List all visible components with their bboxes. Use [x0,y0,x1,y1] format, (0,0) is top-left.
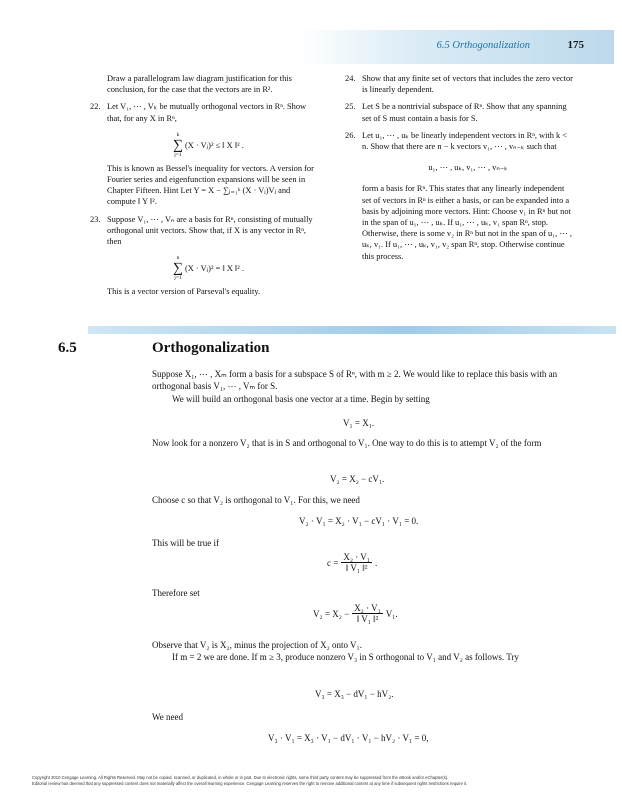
equation-v3-v1: V₃ · V₁ = X₃ · V₁ − dV₁ · V₁ − hV₂ · V₁ = 0, [268,733,429,743]
equation-lhs: V₂ = X₂ − [313,608,350,619]
equation-v3: V₃ = X₃ − dV₁ − hV₂. [315,689,394,699]
summation-sign: n ∑ j=1 [173,255,183,282]
equation-end: . [374,557,378,568]
numerator: X₂ · V₁ [343,552,370,562]
section-title: Orthogonalization [152,340,270,356]
paragraph-intro [152,368,577,405]
paragraph-text: We need [152,712,184,722]
section-number: 6.5 [58,340,77,356]
exercise-23 [90,214,320,298]
paragraph-text: Suppose X₁, ⋯ , Xₘ form a basis for a subspace S of Rⁿ, with m ≥ 2. We would like to replace this basis with an orthogonal basis V₁, ⋯ , Vₘ for S. [152,369,558,392]
fraction [341,552,372,573]
denominator: ‖ V₁ ‖² [345,563,368,573]
paragraph-v2 [152,437,577,449]
bessel-formula [107,128,320,159]
left-column [90,73,320,303]
formula-body: (X · Vⱼ)² = ‖ X ‖² . [184,264,245,274]
paragraph-true-if [152,537,577,549]
exercise-number: 25. [345,102,356,112]
fraction [352,603,383,624]
equation-lhs: c = [327,557,339,568]
paragraph-therefore [152,587,577,599]
page-number: 175 [567,39,584,51]
exercise-followup: form a basis for Rⁿ. This states that any linearly independent set of vectors in Rⁿ is either a basis, or can be expanded into a basis by adjoining more vectors. Hint: Choose v₁ in Rⁿ but not in the span of u₁, ⋯ , uₖ. If u₁, ⋯ , uₖ, v₁ span Rⁿ, stop. Otherwise, there is some v₂ in Rⁿ but not in the span of u₁, ⋯ , uₖ, v₁. If u₁, ⋯ , uₖ, v₁, v₂ span Rⁿ, stop. Otherwise continue this process. [362,184,572,261]
exercise-text: Show that any finite set of vectors that includes the zero vector is linearly dependent. [362,74,573,95]
paragraph-text: Therefore set [152,588,200,598]
paragraph-projection [152,639,577,664]
running-header-title: 6.5 Orthogonalization [436,40,530,51]
exercise-text: Let V₁, ⋯ , Vₖ be mutually orthogonal vectors in Rⁿ. Show that, for any X in Rⁿ, [107,102,307,123]
formula-body: (X · Vⱼ)² ≤ ‖ X ‖² . [184,140,244,150]
right-column [345,73,574,268]
numerator: X₂ · V₁ [354,603,381,613]
exercise-intro-text: Draw a parallelogram law diagram justification for this conclusion, for the case that the vectors are in R². [107,74,292,95]
footer-line: Copyright 2010 Cengage Learning. All Rights Reserved. May not be copied, scanned, or duplicated, in whole or in part. Due to electronic rights, some third party content may be suppressed from the eBook and/or eChapter(s). [32,775,449,780]
exercise-number: 24. [345,74,356,83]
exercise-number: 26. [345,130,356,140]
paragraph-text: Now look for a nonzero V₂ that is in S and orthogonal to V₁. One way to do this is to attempt V₂ of the form [152,438,542,448]
exercise-number: 23. [90,214,101,224]
paragraph-text: This will be true if [152,538,219,548]
exercise-followup: This is a vector version of Parseval's equality. [107,287,261,297]
exercise-text: Let S be a nontrivial subspace of Rⁿ. Show that any spanning set of S must contain a basis for S. [362,102,567,123]
paragraph-text: If m = 2 we are done. If m ≥ 3, produce nonzero V₃ in S orthogonal to V₁ and V₂ as follows. Try [172,652,519,663]
summation-sign: k ∑ j=1 [173,131,183,158]
paragraph-text: We will build an orthogonal basis one vector at a time. Begin by setting [172,393,430,404]
equation-end: V₁. [385,608,398,619]
exercise-24 [345,73,574,95]
denominator: ‖ V₁ ‖² [356,614,379,624]
exercise-number: 22. [90,102,101,112]
paragraph-text: Observe that V₂ is X₂, minus the projection of X₂ onto V₁. [152,640,362,650]
equation-orthogonality: V₂ · V₁ = X₂ · V₁ − cV₁ · V₁ = 0. [299,516,419,526]
equation-c [327,552,377,573]
copyright-footer [32,775,592,787]
paragraph-text: Choose c so that V₂ is orthogonal to V₁. For this, we need [152,495,360,505]
exercise-text: Let u₁, ⋯ , uₖ be linearly independent vectors in Rⁿ, with k < n. Show that there are n − k vectors v₁, ⋯ , vₙ₋ₖ such that [362,130,568,152]
exercise-intro [107,73,320,95]
section-divider-band [88,326,616,334]
equation-v2-formula [313,603,398,624]
vector-list-display: u₁, ⋯ , uₖ, v₁, ⋯ , vₙ₋ₖ [428,163,508,173]
equation-v1: V₁ = X₁. [343,418,375,428]
exercise-25 [345,101,574,123]
paragraph-we-need [152,711,577,723]
exercise-22 [90,101,320,207]
footer-line: Editorial review has deemed that any suppressed content does not materially affect the overall learning experience. Cengage Learning reserves the right to remove additional content at any time if subsequent rights restrictions require it. [32,781,468,786]
parseval-formula [107,251,320,282]
exercise-26 [345,130,574,262]
equation-v2: V₂ = X₂ − cV₁. [330,474,385,484]
exercise-followup: This is known as Bessel's inequality for vectors. A version for Fourier series and eigenfunction expansions will be seen in Chapter Fifteen. Hint Let Y = X − ∑ⱼ₌₁ᵏ (X · Vⱼ)Vⱼ and compute ‖ Y ‖². [107,163,314,207]
exercise-text: Suppose V₁, ⋯ , Vₙ are a basis for Rⁿ, consisting of mutually orthogonal unit vectors. Show that, if X is any vector in Rⁿ, then [107,214,313,247]
paragraph-choose-c [152,494,577,506]
